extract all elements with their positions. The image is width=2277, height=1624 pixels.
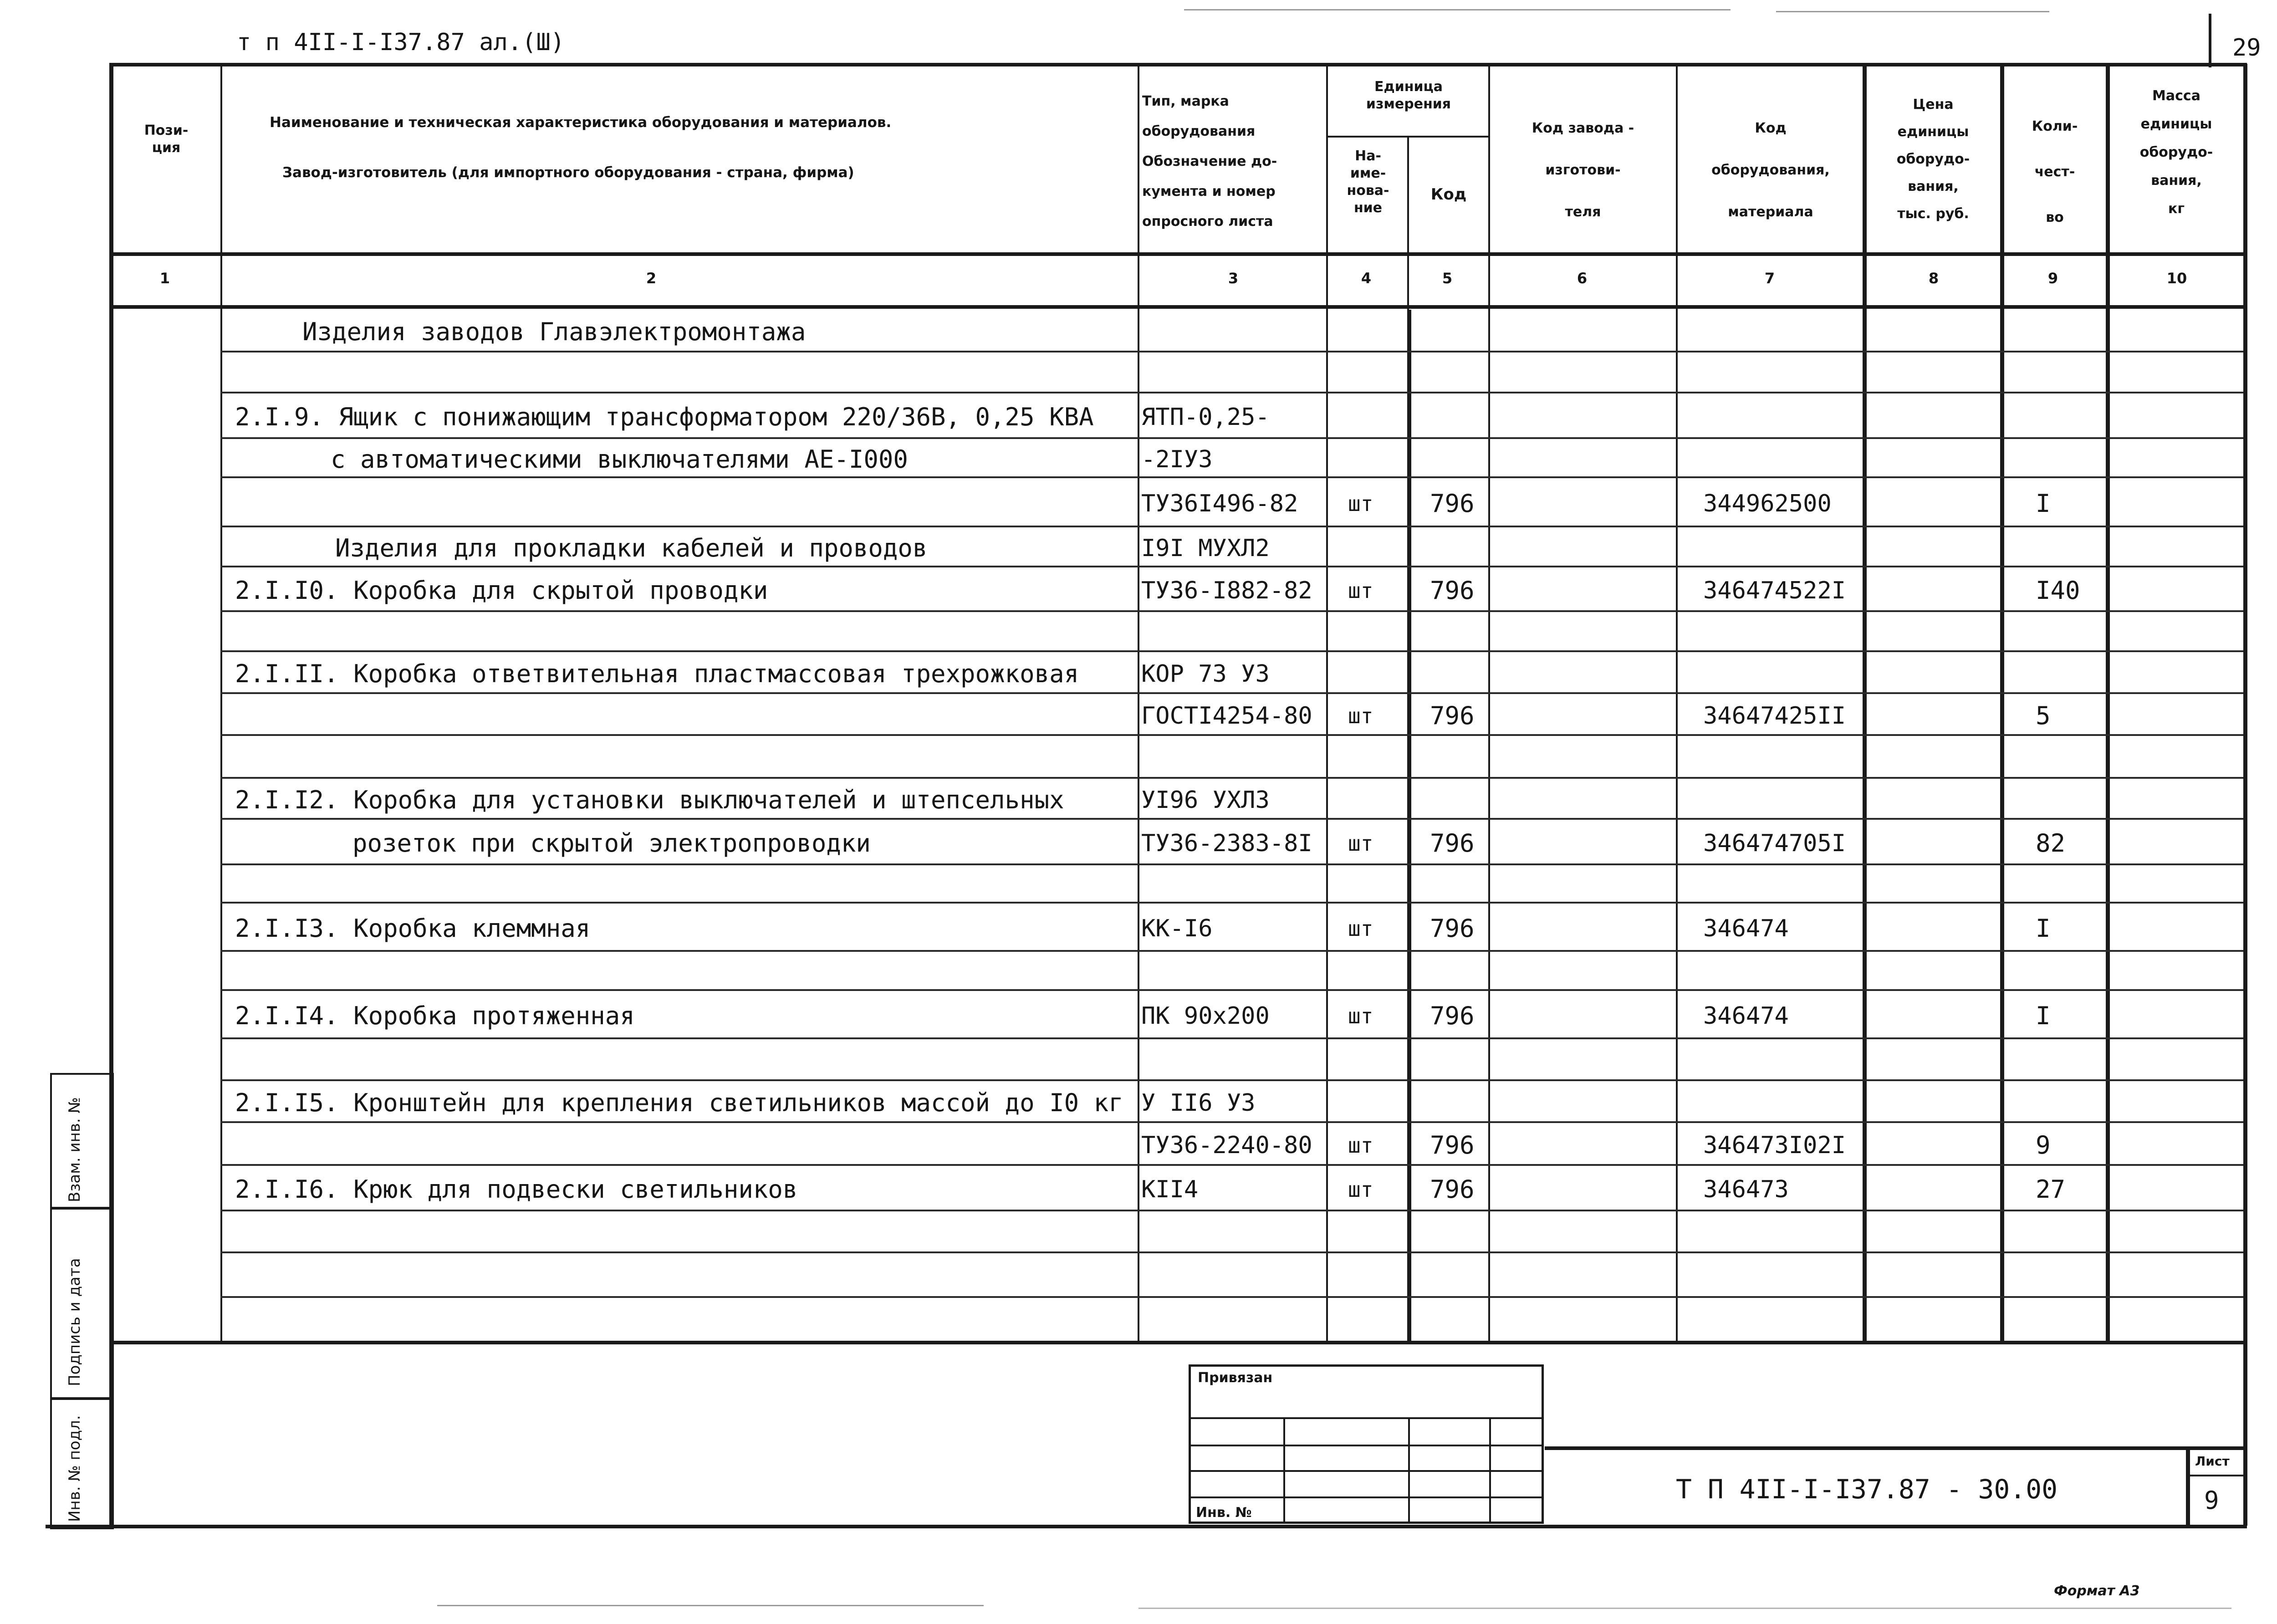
row-separator [220,1164,2243,1166]
row-quantity: 5 [2036,701,2051,730]
header-quantity-line: чест- [2034,164,2075,180]
colnum: 1 [159,270,170,287]
row-equip-code: 34647425II [1703,702,1846,730]
row-unit-code: 796 [1430,829,1475,858]
top-doc-code: т п 4II-I-I37.87 ал.(Ш) [237,29,565,56]
colnum: 8 [1928,270,1939,287]
header-price-line: единицы [1897,124,1969,140]
header-unit-name [1329,148,1407,217]
scan-mark [1138,1608,2231,1609]
row-type: ТУ36-2240-80 [1141,1132,1312,1159]
row-separator [220,950,2243,952]
row-unit: шт [1348,491,1373,516]
row-separator [220,734,2243,736]
header-position: Пози- ция [144,123,189,156]
header-unit-name-line: На- [1355,148,1381,164]
row-quantity: 9 [2036,1131,2051,1159]
header-factory-code-line: Код завода - [1532,120,1634,136]
header-bottom-line [109,252,2247,256]
row-equip-code: 346474 [1703,1002,1789,1030]
header-quantity [2005,104,2105,240]
header-equipment-code-line: материала [1728,204,1813,220]
scan-mark [1776,11,2049,12]
header-factory-code [1492,107,1674,233]
row-name: Изделия для прокладки кабелей и проводов [335,534,928,562]
header-quantity-line: во [2046,209,2064,225]
row-separator [220,692,2243,694]
header-type-line: опросного листа [1142,214,1273,230]
row-separator [220,902,2243,904]
header-type-line: Тип, марка [1142,93,1229,109]
row-type: ТУ36-I882-82 [1141,577,1312,604]
table-border-right [2243,64,2247,1526]
header-name-line2: Завод-изготовитель (для импортного оборудования - страна, фирма) [282,164,854,181]
header-units-group: Единица измерения [1366,79,1451,112]
side-stamp-podpis [50,1207,114,1400]
titleblock-top-line [1545,1446,2247,1450]
stamp-vline [1283,1417,1285,1524]
units-group-line [1326,136,1490,138]
header-mass-line: единицы [2140,116,2212,132]
row-separator [220,1296,2243,1298]
header-equipment-code-line: оборудования, [1711,162,1830,178]
row-separator [220,818,2243,820]
side-stamp-inv-label: Инв. № подл. [66,1415,84,1522]
row-separator [220,351,2243,352]
header-factory-code-line: теля [1565,204,1601,220]
row-type: У II6 УЗ [1141,1089,1256,1117]
header-mass-line: Масса [2152,88,2200,104]
row-equip-code: 346474705I [1703,830,1846,857]
row-separator [220,437,2243,439]
stamp-vline [1489,1417,1491,1524]
header-unit-name-line: име- [1350,165,1386,181]
row-separator [220,777,2243,779]
header-name-line1: Наименование и техническая характеристика оборудования и материалов. [270,114,892,131]
side-stamp-inv [50,1397,114,1529]
row-type: КОР 73 УЗ [1141,660,1270,688]
row-name: с автоматическими выключателями АЕ-I000 [331,445,908,474]
scan-mark [1184,9,1731,10]
row-type: ТУ36I496-82 [1141,490,1298,517]
row-quantity: I [2036,914,2051,943]
row-unit: шт [1348,916,1373,941]
row-separator [220,526,2243,527]
header-unit-code: Код [1430,185,1467,204]
row-name: 2.I.I5. Кронштейн для крепления светильников массой до I0 кг [235,1088,1123,1117]
colnum: 3 [1228,270,1239,287]
row-unit-code: 796 [1430,1001,1475,1030]
row-unit: шт [1348,831,1373,856]
row-separator [220,476,2243,478]
row-equip-code: 346474522I [1703,577,1846,604]
stamp-list-label: Лист [2195,1454,2230,1469]
row-type: ГОСТI4254-80 [1141,702,1312,730]
stamp-vline [1408,1417,1410,1524]
header-mass-line: кг [2168,201,2185,217]
header-type-line: оборудования [1142,123,1256,139]
header-type [1142,87,1324,237]
header-equipment-code [1680,107,1862,233]
row-type: -2IУЗ [1141,446,1213,473]
row-separator [220,1210,2243,1211]
header-unit-name-line: нова- [1347,183,1389,199]
row-name: 2.I.I2. Коробка для установки выключателей и штепсельных [235,786,1064,814]
list-box-left [2186,1446,2190,1526]
row-unit: шт [1348,1177,1373,1202]
row-name: 2.I.II. Коробка ответвительная пластмассовая трехрожковая [235,659,1079,688]
row-separator [220,863,2243,865]
row-name: 2.I.I4. Коробка протяженная [235,1001,635,1030]
header-price-line: Цена [1913,97,1954,112]
row-type: УI96 УХЛЗ [1141,786,1270,814]
scan-mark [437,1605,984,1606]
row-type: I9I МУХЛ2 [1141,535,1270,562]
row-unit: шт [1348,578,1373,603]
colnum: 6 [1577,270,1588,287]
sheet-bottom-border [46,1525,2247,1528]
side-stamp-vzam-label: Взам. инв. № [66,1097,84,1202]
row-unit: шт [1348,1004,1373,1028]
row-type: ТУ36-2383-8I [1141,830,1312,857]
colnum: 7 [1764,270,1775,287]
colnum: 5 [1442,270,1453,287]
row-name: Изделия заводов Главэлектромонтажа [302,317,806,346]
row-unit-code: 796 [1430,914,1475,943]
row-type: ПК 90х200 [1141,1002,1270,1030]
row-equip-code: 346473I02I [1703,1132,1846,1159]
row-quantity: I [2036,489,2051,518]
row-quantity: I [2036,1001,2051,1030]
row-separator [220,1251,2243,1253]
row-quantity: I40 [2036,576,2080,605]
colnum: 10 [2166,270,2187,287]
header-price-line: оборудо- [1896,151,1970,167]
row-name: 2.I.I6. Крюк для подвески светильников [235,1175,798,1204]
row-separator [220,650,2243,652]
row-quantity: 27 [2036,1175,2066,1204]
row-unit-code: 796 [1430,701,1475,730]
row-type: ЯТП-0,25- [1141,403,1270,431]
row-equip-code: 344962500 [1703,490,1832,517]
table-border-top [109,63,2247,66]
row-unit-code: 796 [1430,489,1475,518]
list-box-divider [2188,1475,2245,1476]
row-separator [220,392,2243,393]
row-separator [220,610,2243,612]
row-equip-code: 346473 [1703,1176,1789,1203]
row-name: 2.I.I0. Коробка для скрытой проводки [235,576,768,605]
row-unit-code: 796 [1430,1131,1475,1159]
row-separator [220,989,2243,991]
header-factory-code-line: изготови- [1545,162,1621,178]
row-unit: шт [1348,1133,1373,1158]
row-separator [220,566,2243,567]
side-stamp-podpis-label: Подпись и дата [66,1258,84,1386]
page-number: 29 [2232,34,2261,61]
row-separator [220,1079,2243,1081]
row-type: КК-I6 [1141,915,1213,942]
row-unit-code: 796 [1430,1175,1475,1204]
row-type: КII4 [1141,1176,1199,1203]
header-quantity-line: Коли- [2032,118,2078,134]
colnum-bottom-line [109,305,2247,309]
stamp-privyazan-label: Привязан [1198,1370,1273,1386]
header-unit-name-line: ние [1353,200,1383,216]
stamp-inv-label: Инв. № [1196,1505,1252,1521]
colnum: 4 [1361,270,1372,287]
header-mass-line: оборудо- [2139,144,2213,160]
row-equip-code: 346474 [1703,915,1789,942]
row-separator [220,1037,2243,1039]
stamp-list-number: 9 [2204,1486,2219,1515]
row-name: розеток при скрытой электропроводки [352,829,871,858]
header-mass [2110,82,2242,223]
table-body-bottom [109,1341,2247,1344]
header-equipment-code-line: Код [1755,120,1787,136]
row-unit-code: 796 [1430,576,1475,605]
stamp-doc-code: Т П 4II-I-I37.87 - 30.00 [1676,1474,2058,1505]
row-name: 2.I.9. Ящик с понижающим трансформатором 220/36В, 0,25 КВА [235,403,1094,431]
colnum: 2 [646,270,657,287]
colnum: 9 [2047,270,2058,287]
header-type-line: Обозначение до- [1142,153,1277,169]
header-mass-line: вания, [2151,173,2202,189]
header-price-line: вания, [1908,179,1959,194]
format-label: Формат А3 [2054,1583,2140,1599]
row-unit: шт [1348,704,1373,728]
row-separator [220,1121,2243,1123]
header-price [1867,91,1999,228]
row-quantity: 82 [2036,829,2066,858]
col-sep-5 [1407,310,1411,1343]
header-price-line: тыс. руб. [1897,206,1969,222]
side-stamp-vzam [50,1073,114,1210]
page-number-box [2209,14,2275,67]
row-name: 2.I.I3. Коробка клеммная [235,914,591,943]
header-type-line: кумента и номер [1142,184,1276,199]
